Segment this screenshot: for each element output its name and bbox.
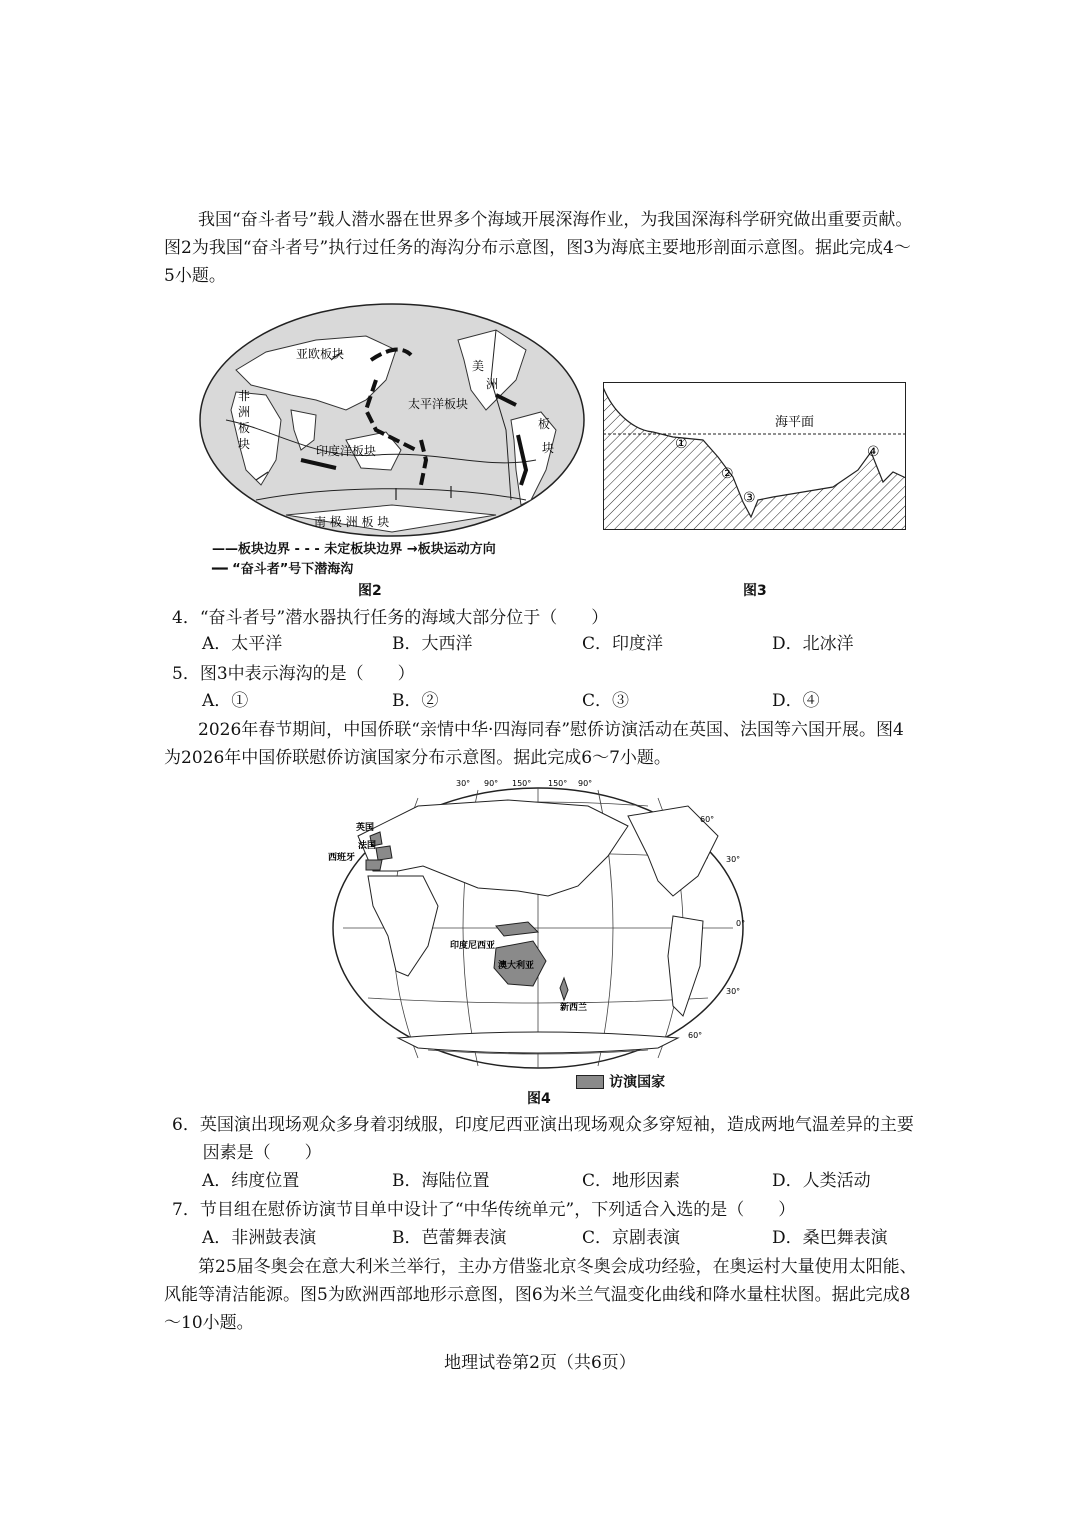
q5-option-d[interactable]: D．④: [772, 691, 820, 711]
question-5-stem: 5．图3中表示海沟的是（ ）: [172, 664, 415, 684]
intro-paragraph-1: 我国“奋斗者号”载人潜水器在世界多个海域开展深海作业，为我国深海科学研究做出重要贡献。图2为我国“奋斗者号”执行过任务的海沟分布示意图，图3为海底主要地形剖面示意图。据此完成4～5小题。: [164, 210, 913, 286]
world-map-svg: [328, 776, 748, 1072]
label-africa-3: 板: [238, 421, 251, 435]
intro-paragraph-2: 2026年春节期间，中国侨联“亲情中华·四海同春”慰侨访演活动在英国、法国等六国开展。图4为2026年中国侨联慰侨访演国家分布示意图。据此完成6～7小题。: [164, 720, 904, 768]
label-uk: 英国: [356, 823, 375, 833]
q5-option-c[interactable]: C．③: [582, 691, 630, 711]
legend-label: 访演国家: [609, 1074, 666, 1091]
label-africa-4: 块: [238, 437, 251, 451]
legend-swatch: [576, 1075, 604, 1089]
q6-option-b[interactable]: B．海陆位置: [392, 1171, 490, 1191]
tick-top-2: 90°: [484, 779, 499, 788]
fig4-caption: 图4: [527, 1091, 551, 1107]
figure-4-world-map: [328, 776, 748, 1072]
label-eurasia-plate: 亚欧板块: [296, 347, 345, 361]
label-sea-level: 海平面: [775, 415, 815, 430]
label-spain: 西班牙: [328, 853, 356, 863]
tick-right-3: 0°: [736, 919, 746, 928]
profile-marker-3: ③: [743, 490, 756, 506]
tick-top-4: 150°: [548, 779, 568, 788]
label-antarctic-plate: 南 极 洲 板 块: [314, 515, 390, 529]
profile-marker-2: ②: [721, 466, 734, 482]
page-footer: 地理试卷第2页（共6页）: [444, 1353, 636, 1373]
q6-stem-text: 6．英国演出现场观众多身着羽绒服，印度尼西亚演出现场观众多穿短袖，造成两地气温差异的主要因素是（ ）: [172, 1115, 914, 1163]
tick-top-5: 90°: [578, 779, 593, 788]
fig4-legend: [576, 1071, 665, 1092]
tick-right-4: 30°: [726, 987, 741, 996]
q7-option-b[interactable]: B．芭蕾舞表演: [392, 1228, 507, 1248]
q6-option-d[interactable]: D．人类活动: [772, 1171, 871, 1191]
q5-option-b[interactable]: B．②: [392, 691, 439, 711]
q6-option-c[interactable]: C．地形因素: [582, 1171, 681, 1191]
profile-marker-4: ④: [867, 444, 880, 460]
label-pacific-plate: 太平洋板块: [408, 397, 469, 411]
seafloor-profile-svg: [603, 382, 906, 530]
question-4-stem: 4．“奋斗者号”潜水器执行任务的海域大部分位于（ ）: [172, 608, 609, 628]
label-africa-2: 洲: [238, 405, 251, 419]
profile-marker-1: ①: [675, 436, 688, 452]
label-australia: 澳大利亚: [498, 961, 535, 971]
tick-right-5: 60°: [688, 1031, 703, 1040]
fig2-caption: 图2: [358, 583, 382, 599]
q4-option-a[interactable]: A．太平洋: [202, 634, 283, 654]
q7-option-a[interactable]: A．非洲鼓表演: [202, 1228, 317, 1248]
label-america-plate-1: 板: [538, 417, 551, 431]
figure-3-seafloor-profile: [603, 382, 906, 530]
question-7-stem: 7．节目组在慰侨访演节目单中设计了“中华传统单元”，下列适合入选的是（ ）: [172, 1200, 796, 1220]
figure-2-plate-map: [196, 300, 588, 540]
label-america-2: 洲: [486, 377, 499, 391]
label-france: 法国: [358, 841, 377, 851]
fig3-caption: 图3: [743, 583, 767, 599]
tick-top-3: 150°: [512, 779, 532, 788]
q4-option-c[interactable]: C．印度洋: [582, 634, 664, 654]
fig2-legend-line-1: ——板块边界 - - - 未定板块边界 →板块运动方向: [212, 542, 496, 557]
label-america-plate-2: 块: [542, 441, 555, 455]
q7-option-c[interactable]: C．京剧表演: [582, 1228, 681, 1248]
tick-right-1: 60°: [700, 815, 715, 824]
q6-option-a[interactable]: A．纬度位置: [202, 1171, 300, 1191]
q4-option-d[interactable]: D．北冰洋: [772, 634, 854, 654]
q5-option-a[interactable]: A．①: [202, 691, 249, 711]
label-indian-plate: 印度洋板块: [316, 444, 377, 458]
tick-right-2: 30°: [726, 855, 741, 864]
label-indonesia: 印度尼西亚: [450, 941, 496, 951]
question-6-stem: [172, 1111, 920, 1167]
label-africa-1: 非: [238, 389, 251, 403]
label-america-1: 美: [472, 359, 485, 373]
tick-top-1: 30°: [456, 779, 471, 788]
plate-map-svg: [196, 300, 588, 540]
intro-paragraph-3: 第25届冬奥会在意大利米兰举行，主办方借鉴北京冬奥会成功经验，在奥运村大量使用太阳能、风能等清洁能源。图5为欧洲西部地形示意图，图6为米兰气温变化曲线和降水量柱状图。据此完成8～10小题。: [164, 1257, 917, 1333]
q7-option-d[interactable]: D．桑巴舞表演: [772, 1228, 888, 1248]
label-new-zealand: 新西兰: [560, 1003, 588, 1013]
fig2-legend-line-2: ━━ “奋斗者”号下潜海沟: [212, 562, 354, 577]
q4-option-b[interactable]: B．大西洋: [392, 634, 473, 654]
